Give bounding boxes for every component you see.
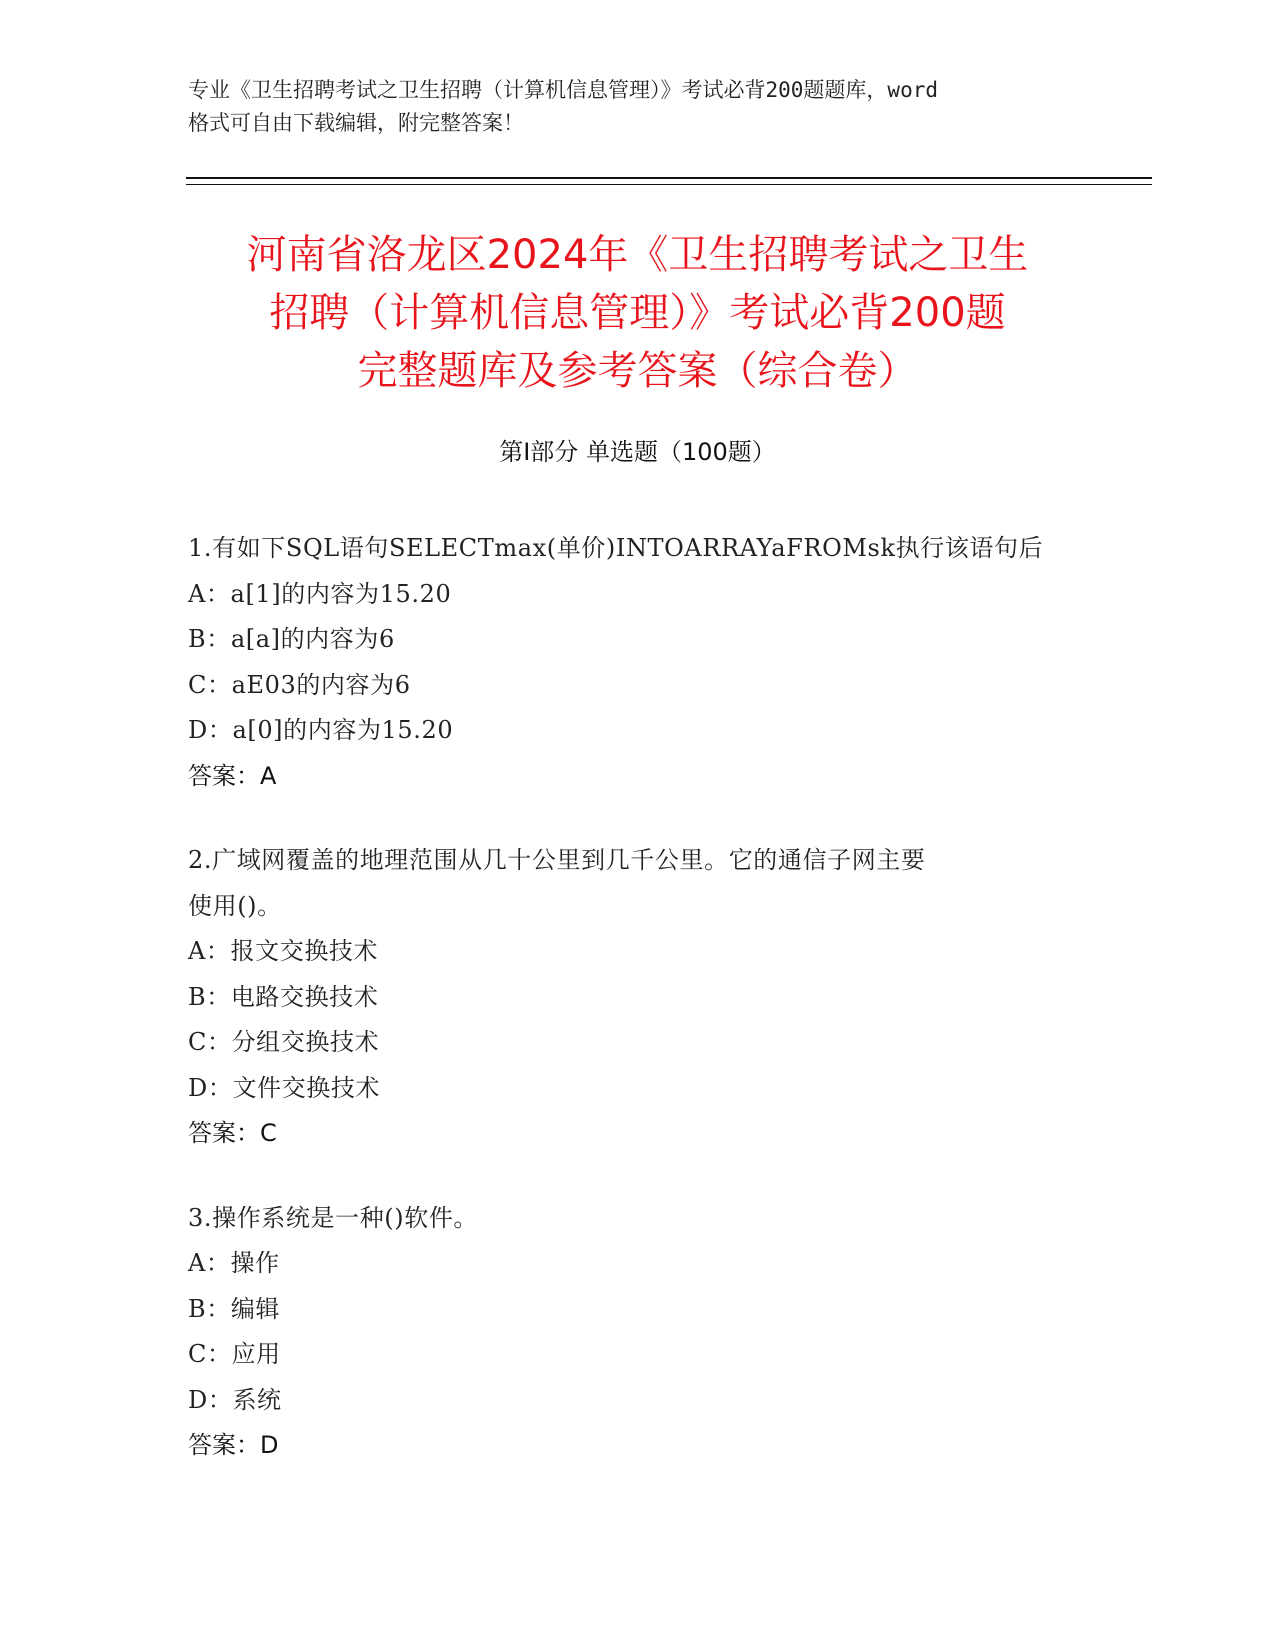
option-c: C：分组交换技术 bbox=[188, 1028, 380, 1056]
answer-line: 答案：A bbox=[188, 761, 277, 790]
question-item bbox=[188, 526, 1088, 799]
header-divider-thick bbox=[186, 177, 1152, 179]
title-line: 招聘（计算机信息管理）》考试必背200题 bbox=[269, 290, 1006, 336]
option-a: A：报文交换技术 bbox=[188, 937, 379, 965]
answer-line: 答案：D bbox=[188, 1431, 279, 1459]
option-b: B：电路交换技术 bbox=[188, 982, 379, 1011]
document-title bbox=[160, 226, 1115, 400]
option-c: C：aE03的内容为6 bbox=[188, 670, 411, 699]
question-item bbox=[188, 838, 1088, 1157]
title-line: 完整题库及参考答案（综合卷） bbox=[357, 348, 918, 394]
question-item bbox=[188, 1196, 1088, 1469]
option-c: C：应用 bbox=[188, 1340, 281, 1368]
header-divider-thin bbox=[186, 184, 1152, 185]
header-note bbox=[188, 74, 1088, 140]
option-d: D：a[0]的内容为15.20 bbox=[188, 716, 454, 744]
option-d: D：文件交换技术 bbox=[188, 1073, 381, 1102]
option-b: B：编辑 bbox=[188, 1294, 281, 1323]
option-a: A：操作 bbox=[188, 1249, 280, 1277]
question-list bbox=[188, 526, 1088, 1508]
question-stem: 2.广域网覆盖的地理范围从几十公里到几千公里。它的通信子网主要 bbox=[188, 846, 926, 874]
answer-line: 答案：C bbox=[188, 1119, 277, 1147]
question-stem-continued: 使用()。 bbox=[188, 891, 282, 920]
option-d: D：系统 bbox=[188, 1385, 282, 1414]
header-note-line: 专业《卫生招聘考试之卫生招聘（计算机信息管理）》考试必背200题题库，word bbox=[188, 78, 938, 102]
question-stem: 3.操作系统是一种()软件。 bbox=[188, 1203, 479, 1232]
header-note-line: 格式可自由下载编辑，附完整答案！ bbox=[188, 111, 524, 135]
title-line: 河南省洛龙区2024年《卫生招聘考试之卫生 bbox=[246, 232, 1029, 278]
option-a: A：a[1]的内容为15.20 bbox=[188, 579, 452, 608]
option-b: B：a[a]的内容为6 bbox=[188, 625, 395, 653]
section-heading: 第Ⅰ部分 单选题（100题） bbox=[499, 438, 776, 466]
question-stem: 1.有如下SQL语句SELECTmax(单价)INTOARRAYaFROMsk执行该语句后 bbox=[188, 534, 1044, 562]
